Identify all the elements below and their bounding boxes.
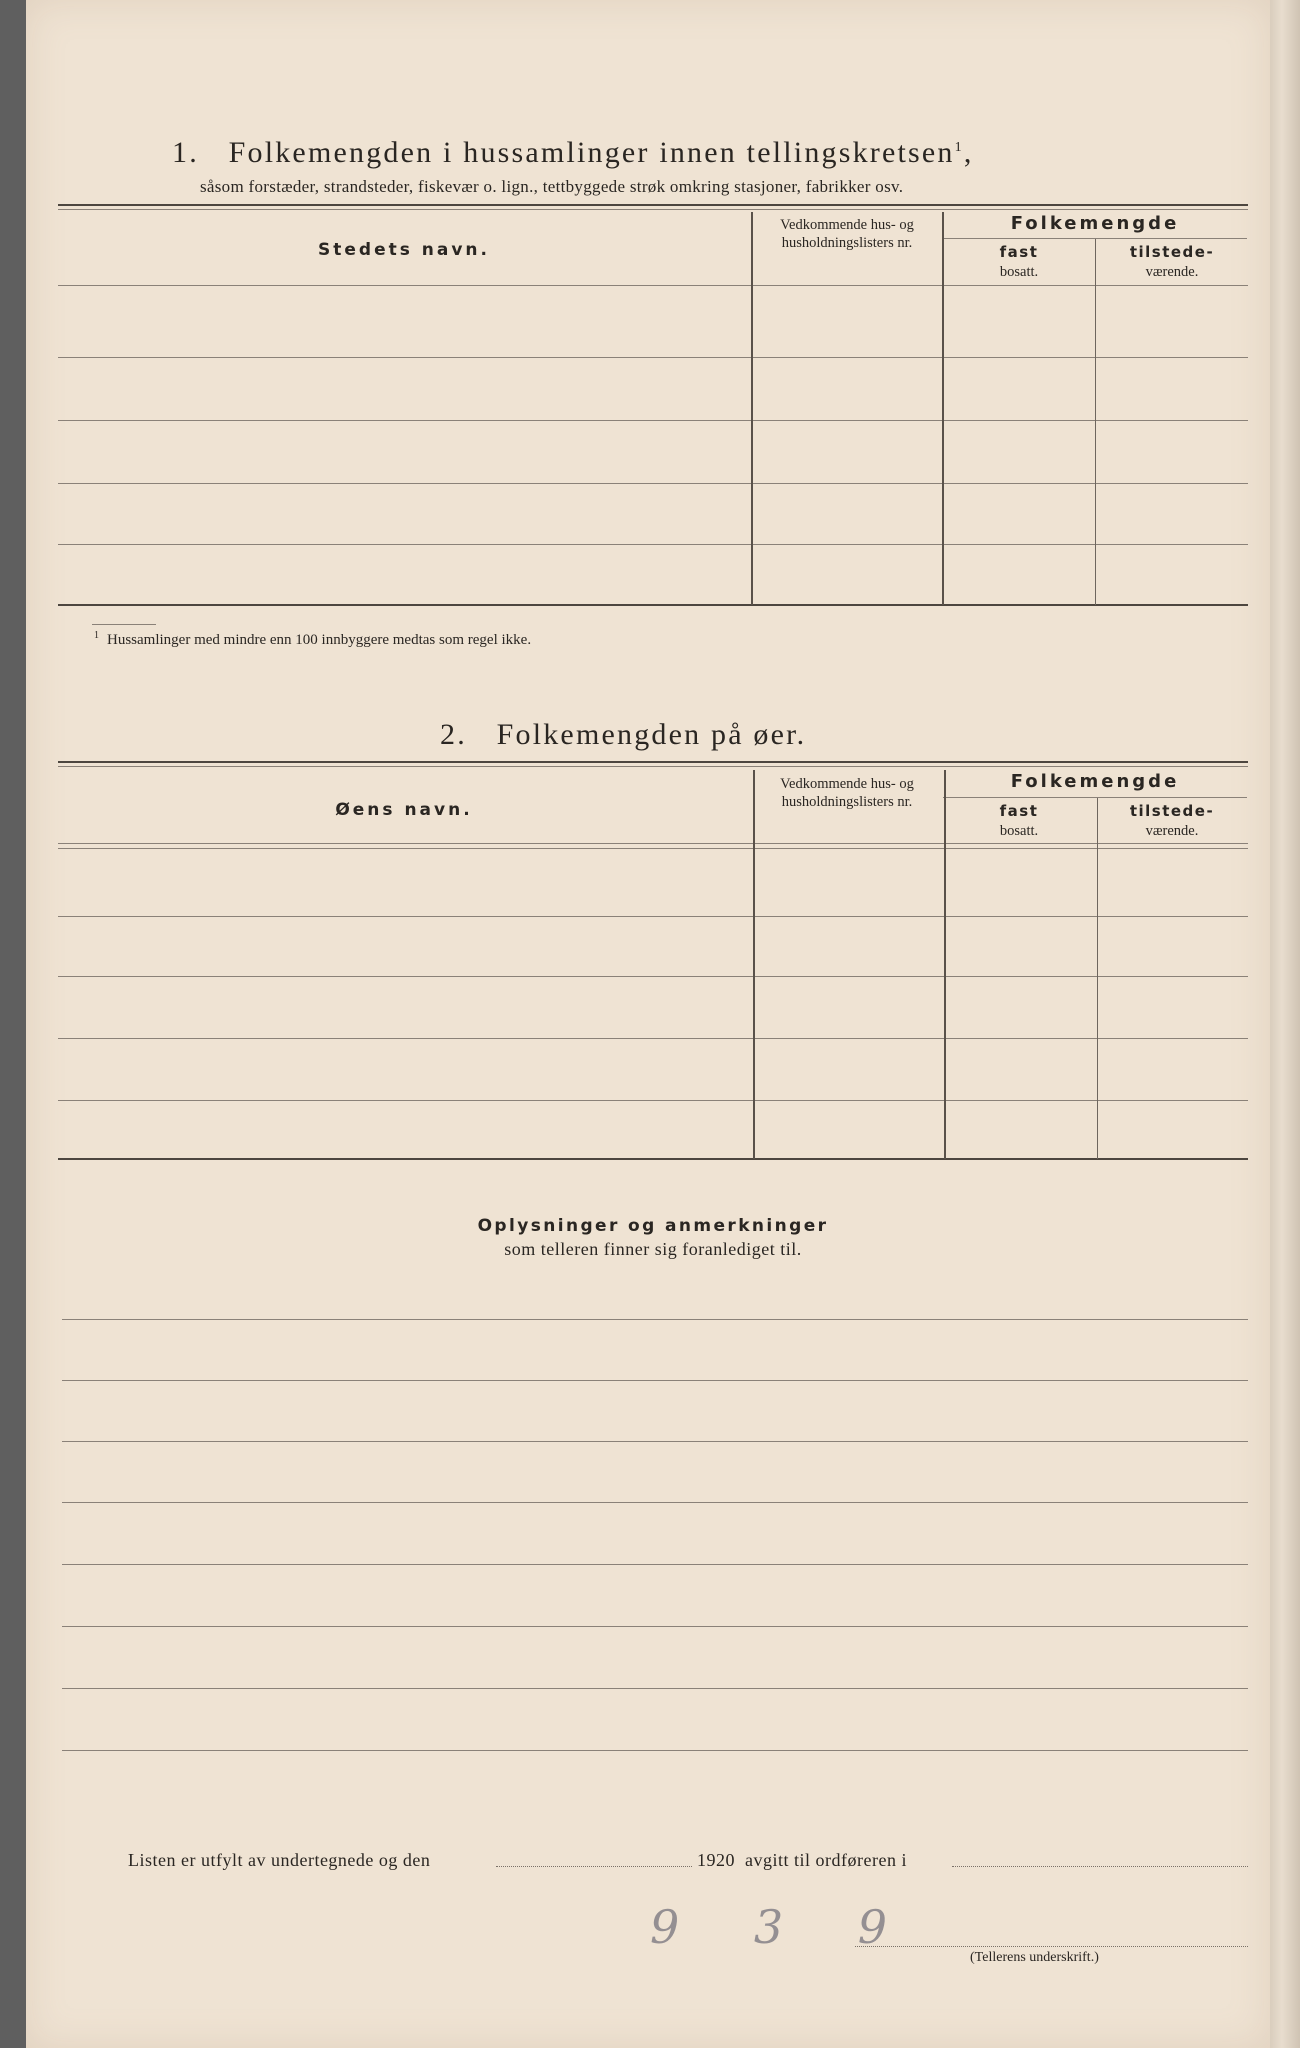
section2-divider-fast [1097,798,1098,1159]
section2-population-rule [943,797,1247,798]
section1-divider-name [751,212,753,605]
notes-line [62,1380,1248,1381]
signature-text-before: Listen er utfylt av undertegnede og den [128,1850,431,1870]
section1-footnote-marker: 1 [954,140,964,155]
section1-col-bosatt: bosatt. [999,264,1039,280]
section2-divider-name [753,770,755,1159]
section2-title: Folkemengden på øer. [496,718,807,751]
footnote-text: Hussamlinger med mindre enn 100 innbyggere medtas som regel ikke. [107,632,532,648]
section2-top-rule [58,761,1248,763]
notes-line [62,1564,1248,1565]
signature-year: 1920 [697,1850,735,1870]
date-blank-line [496,1866,692,1867]
section1-divider-fast [1095,239,1096,605]
municipality-blank-line [952,1866,1248,1867]
page-edge [1270,0,1300,2048]
section2-number: 2. [440,718,467,751]
section2-row-line [58,1100,1248,1101]
signature-text-after: avgitt til ordføreren i [745,1850,907,1870]
section2-col-fast: fast [999,802,1039,820]
signature-caption: (Tellerens underskrift.) [970,1950,1099,1965]
section2-col-vaerende: værende. [1145,823,1199,839]
section1-row-line [58,357,1248,358]
section1-col-fast: fast [999,243,1039,261]
section1-row-line [58,420,1248,421]
census-form-page [26,0,1270,2048]
notes-line [62,1319,1248,1320]
notes-title: Oplysninger og anmerkninger [477,1216,829,1236]
section2-row-line [58,916,1248,917]
section2-heading [440,718,806,752]
section1-col-list-numbers: Vedkommende hus- og husholdningslisters nr. [780,217,914,251]
section1-col-population: Folkemengde [1010,213,1180,234]
section2-col-bosatt: bosatt. [999,823,1039,839]
footnote [94,630,531,649]
section2-divider-lists [944,770,946,1159]
section1-bottom-rule [58,604,1248,606]
notes-line [62,1626,1248,1627]
section2-row-line [58,976,1248,977]
section2-top-rule-thin [58,766,1248,767]
section1-row-line [58,483,1248,484]
section2-col-list-numbers: Vedkommende hus- og husholdningslisters nr. [780,776,914,810]
section1-col-place-name: Stedets navn. [318,240,490,260]
section2-col-tilstede: tilstede- [1129,802,1215,820]
section1-divider-lists [942,212,944,605]
section1-col-tilstede: tilstede- [1129,243,1215,261]
notes-line [62,1502,1248,1503]
notes-line [62,1441,1248,1442]
section1-title: Folkemengden i hussamlinger innen tellingskretsen [228,136,955,169]
section1-heading [172,136,974,170]
section1-top-rule [58,204,1248,206]
notes-line [62,1688,1248,1689]
notes-line [62,1750,1248,1751]
section1-col-vaerende: værende. [1145,264,1199,280]
footnote-rule [92,624,156,625]
footnote-marker: 1 [94,630,99,641]
section2-header-rule [58,843,1248,844]
notes-subtitle: som telleren finner sig foranlediget til. [504,1239,802,1259]
section1-top-rule-thin [58,209,1248,210]
section2-col-population: Folkemengde [1010,771,1180,792]
section2-header-rule-thin [58,848,1248,849]
section2-bottom-rule [58,1158,1248,1160]
section1-header-rule [58,285,1248,286]
handwritten-number: 9 3 9 [650,1900,918,1954]
section1-row-line [58,544,1248,545]
section2-col-island-name: Øens navn. [335,800,473,820]
section1-trailing: , [963,136,974,169]
section2-row-line [58,1038,1248,1039]
signature-blank-line [855,1946,1248,1947]
section1-subtitle: såsom forstæder, strandsteder, fiskevær o. lign., tettbyggede strøk omkring stasjoner, fabrikker osv. [200,177,904,196]
section1-number: 1. [172,136,199,169]
